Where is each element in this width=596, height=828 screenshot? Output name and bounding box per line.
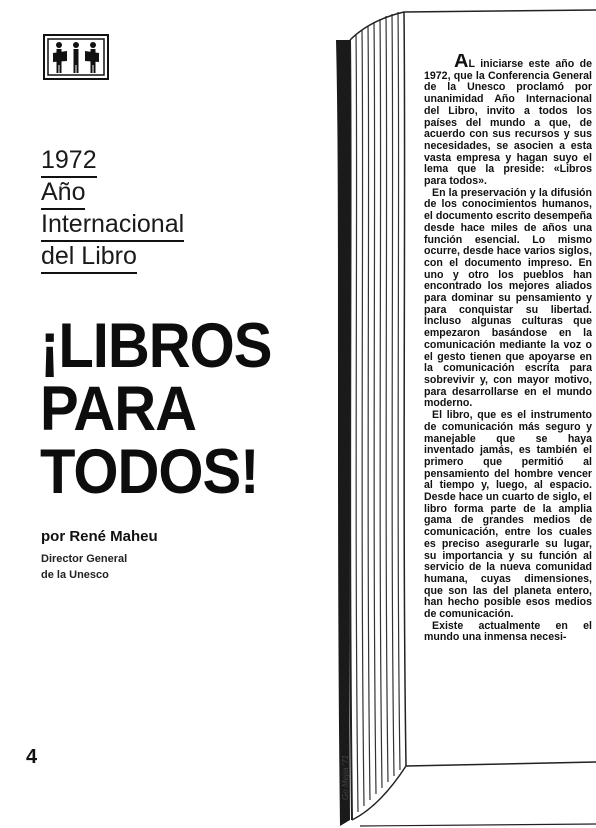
author-role: de la Unesco xyxy=(41,569,109,581)
article-paragraph: Existe actualmente en el mundo una inmensa necesi- xyxy=(424,619,592,644)
paragraph-text: L iniciarse este año de 1972, que la Conferencia General de la Unesco proclamó por unanimidad Año Internacional del Libro, invito a todos los países del mundo a que, de acuerdo con sus recursos y sus necesidades, se asocien a esta vasta empresa y hagan suyo el lema que la preside: «Libros para todos». xyxy=(424,58,592,188)
year-heading xyxy=(41,145,231,273)
unesco-logo-icon xyxy=(43,34,109,80)
article-body xyxy=(424,54,592,754)
author-role: Director General xyxy=(41,553,128,565)
title-line: PARA xyxy=(40,373,197,445)
year-line: Internacional xyxy=(41,209,184,242)
page-title xyxy=(40,310,300,508)
year-line: 1972 xyxy=(41,145,97,178)
byline xyxy=(41,528,158,583)
drop-cap: A xyxy=(454,54,469,72)
year-line: Año xyxy=(41,177,85,210)
page-number: 4 xyxy=(26,746,38,768)
article-paragraph: El libro, que es el instrumento de comunicación más seguro y manejable que se haya inventado jamás, es también el primero que permitió al pensamiento del hombre vencer al tiempo y, luego, al espacio. Desde hace un cuarto de siglo, el libro forma parte de la amplia gama de grandes medios de comunicación, entre los cuales es preciso asegurarle su lugar, su importancia y su función al servicio de la nueva comunidad humana, cuyas dimensiones, que son las del planeta entero, han hecho posible esos medios de comunicación. xyxy=(424,409,592,621)
artist-signature: Go Mejía '71 xyxy=(341,754,350,800)
title-line: ¡LIBROS xyxy=(40,310,272,382)
article-paragraph xyxy=(424,54,592,188)
author-name: por René Maheu xyxy=(41,528,158,545)
article-paragraph: En la preservación y la difusión de los conocimientos humanos, el documento escrito desempeña desde hace miles de años una función esencial. Lo mismo ocurre, desde hace varios siglos, con el documento impreso. En uno y otro los pueblos han encontrado los mejores aliados para dominar su pensamiento y para conquistar su libertad. Incluso algunas culturas que empezaron basándose en la comunicación mediante la voz o el gesto tienen que apoyarse en la comunicación escrita para sobrevivir y, con mayor motivo, para desarrollarse en el mundo moderno. xyxy=(424,186,592,410)
year-line: del Libro xyxy=(41,241,137,274)
title-line: TODOS! xyxy=(40,436,259,508)
